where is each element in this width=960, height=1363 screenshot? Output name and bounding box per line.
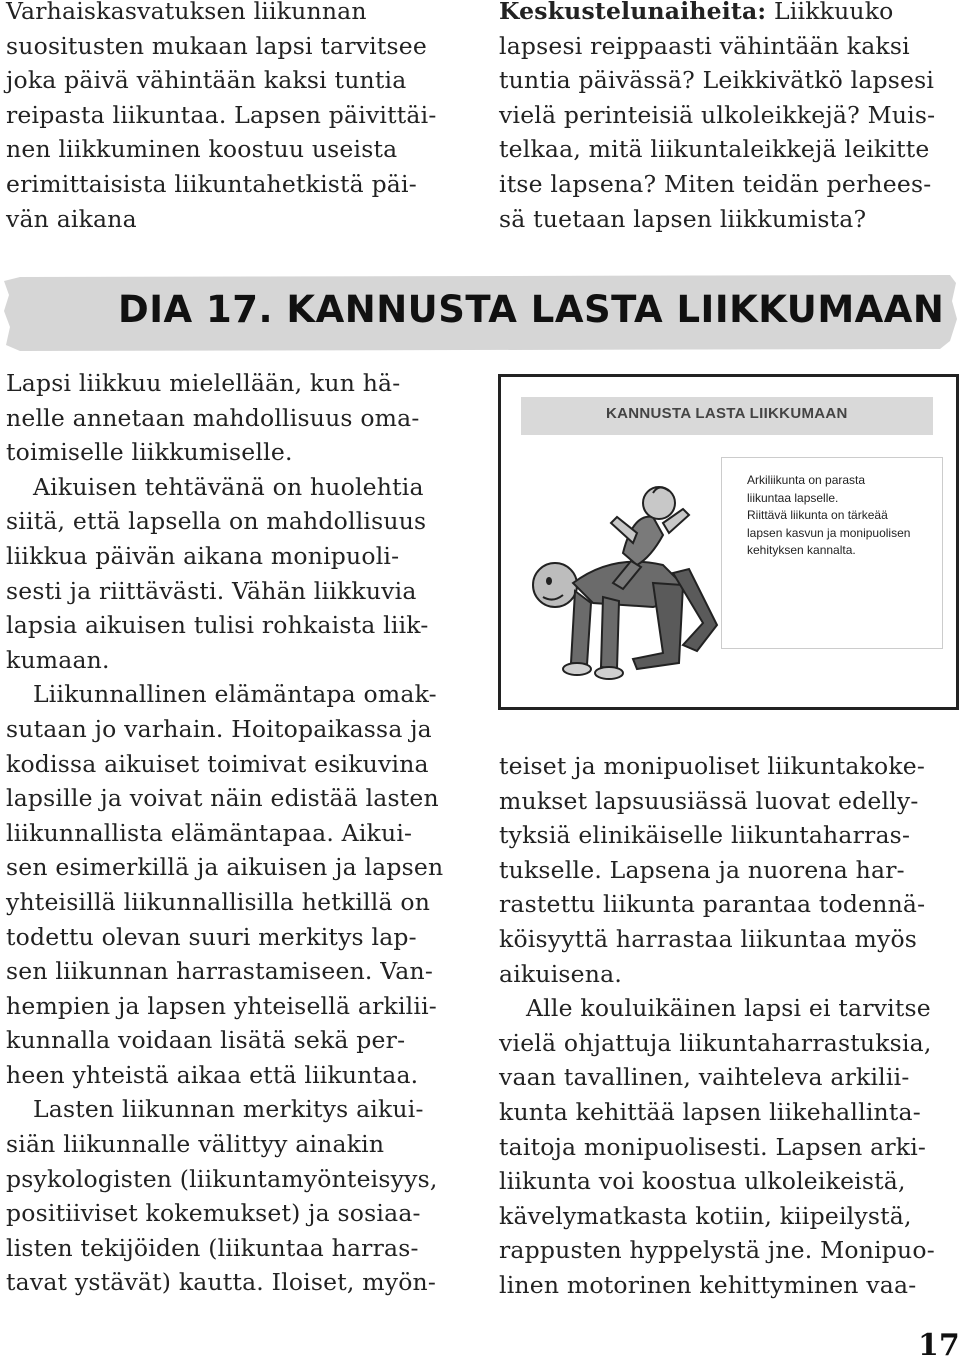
paragraph [499, 749, 959, 991]
text-fragment: Liikkuuko [766, 0, 894, 25]
main-column-left [6, 366, 461, 1300]
text-line: hempien ja lapsen yhteisellä arkilii- [6, 991, 437, 1020]
text-line: Aikuisen tehtävänä on huolehtia [33, 472, 424, 501]
text-line: suositusten mukaan lapsi tarvitsee [6, 31, 428, 60]
text-line: lapsesi reippaasti vähintään kaksi [499, 31, 910, 60]
text-line: vaan tavallinen, vaihteleva arkilii- [499, 1063, 910, 1092]
slide-text [747, 472, 937, 560]
text-line: toimiselle liikkumiselle. [6, 438, 293, 467]
main-column-right [499, 749, 959, 1303]
discussion-lead: Keskustelunaiheita: [499, 0, 767, 25]
text-line: sutaan jo varhain. Hoitopaikassa ja [6, 714, 432, 743]
text-line: psykologisten (liikuntamyönteisyys, [6, 1164, 438, 1193]
text-line: joka päivä vähintään kaksi tuntia [6, 66, 407, 95]
paragraph [6, 677, 461, 1092]
text-line: lapsille ja voivat näin edistää lasten [6, 784, 439, 813]
slide-text-line: kehityksen kannalta. [747, 543, 856, 557]
intro-paragraph [6, 0, 446, 236]
text-line: kodissa aikuiset toimivat esikuvina [6, 749, 429, 778]
text-line: liikunta voi koostua ulkoleikeistä, [499, 1167, 906, 1196]
text-line: yhteisillä liikunnallisilla hetkillä on [6, 887, 431, 916]
text-line: sesti ja riittävästi. Vähän liikkuvia [6, 576, 417, 605]
text-line: liikunnallista elämäntapaa. Aikui- [6, 818, 413, 847]
text-line: vielä perinteisiä ulkoleikkejä? Muis- [499, 100, 936, 129]
text-line: sen liikunnan harrastamiseen. Van- [6, 957, 433, 986]
text-line: positiiviset kokemukset) ja sosiaa- [6, 1199, 421, 1228]
parent-child-illustration [513, 473, 723, 693]
text-line: siitä, että lapsella on mahdollisuus [6, 507, 427, 536]
text-line: rappusten hyppelystä jne. Monipuo- [499, 1236, 935, 1265]
text-line: linen motorinen kehittyminen vaa- [499, 1270, 917, 1299]
slide-text-line: Arkiliikunta on parasta [747, 473, 866, 487]
text-line: kunnalla voidaan lisätä sekä per- [6, 1026, 406, 1055]
text-line: erimittaisista liikuntahetkistä päi- [6, 169, 417, 198]
text-line: telkaa, mitä liikuntaleikkejä leikitte [499, 135, 930, 164]
text-line: kävelymatkasta kotiin, kiipeilystä, [499, 1201, 912, 1230]
slide-thumbnail [498, 374, 959, 710]
text-line: nen liikkuminen koostuu useista [6, 135, 398, 164]
text-line: Lapsi liikkuu mielellään, kun hä- [6, 369, 401, 397]
text-line: sen esimerkillä ja aikuisen ja lapsen [6, 853, 444, 882]
paragraph [499, 991, 959, 1302]
text-line: heen yhteistä aikaa että liikuntaa. [6, 1060, 419, 1089]
discussion-topics [499, 0, 959, 236]
slide-text-line: Riittävä liikunta on tärkeää [747, 508, 888, 522]
text-line: kunta kehittää lapsen liikehallinta- [499, 1097, 921, 1126]
text-line [499, 0, 959, 29]
paragraph [6, 366, 461, 470]
text-line: tyksiä elinikäiselle liikuntaharras- [499, 821, 911, 850]
text-line: tuntia päivässä? Leikkivätkö lapsesi [499, 66, 935, 95]
text-line: rastettu liikunta parantaa todennä- [499, 890, 926, 919]
text-line: reipasta liikuntaa. Lapsen päivittäi- [6, 100, 437, 129]
text-line: Lasten liikunnan merkitys aikui- [33, 1095, 424, 1124]
text-line: köisyyttä harrastaa liikuntaa myös [499, 924, 918, 953]
paragraph [6, 470, 461, 678]
text-line: vielä ohjattuja liikuntaharrastuksia, [499, 1028, 932, 1057]
text-line: kumaan. [6, 645, 110, 674]
paragraph [6, 1092, 461, 1300]
page-number: 17 [918, 1328, 960, 1363]
text-line: nelle annetaan mahdollisuus oma- [6, 403, 420, 432]
text-line: teiset ja monipuoliset liikuntakoke- [499, 752, 926, 780]
text-line: Varhaiskasvatuksen liikunnan [6, 0, 367, 25]
text-line: tukselle. Lapsena ja nuorena har- [499, 855, 905, 884]
text-line: sä tuetaan lapsen liikkumista? [499, 204, 867, 233]
text-line: taitoja monipuolisesti. Lapsen arki- [499, 1132, 927, 1161]
text-line: aikuisena. [499, 959, 622, 988]
text-line: itse lapsena? Miten teidän perhees- [499, 169, 932, 198]
text-line: liikkua päivän aikana monipuoli- [6, 541, 400, 570]
section-title: DIA 17. KANNUSTA LASTA LIIKKUMAAN [118, 288, 945, 331]
text-line: todettu olevan suuri merkitys lap- [6, 922, 417, 951]
text-line: siän liikunnalle välittyy ainakin [6, 1130, 385, 1159]
text-line: listen tekijöiden (liikuntaa harras- [6, 1233, 419, 1262]
slide-text-line: lapsen kasvun ja monipuolisen [747, 525, 911, 540]
text-line: tavat ystävät) kautta. Iloiset, myön- [6, 1268, 437, 1297]
text-line: vän aikana [6, 204, 137, 233]
text-line: mukset lapsuusiässä luovat edelly- [499, 786, 919, 815]
text-line: Liikunnallinen elämäntapa omak- [33, 680, 437, 709]
slide-title: KANNUSTA LASTA LIIKKUMAAN [606, 405, 848, 422]
slide-text-line: liikuntaa lapselle. [747, 490, 839, 505]
text-line: lapsia aikuisen tulisi rohkaista liik- [6, 611, 429, 640]
text-line: Alle kouluikäinen lapsi ei tarvitse [526, 994, 931, 1023]
